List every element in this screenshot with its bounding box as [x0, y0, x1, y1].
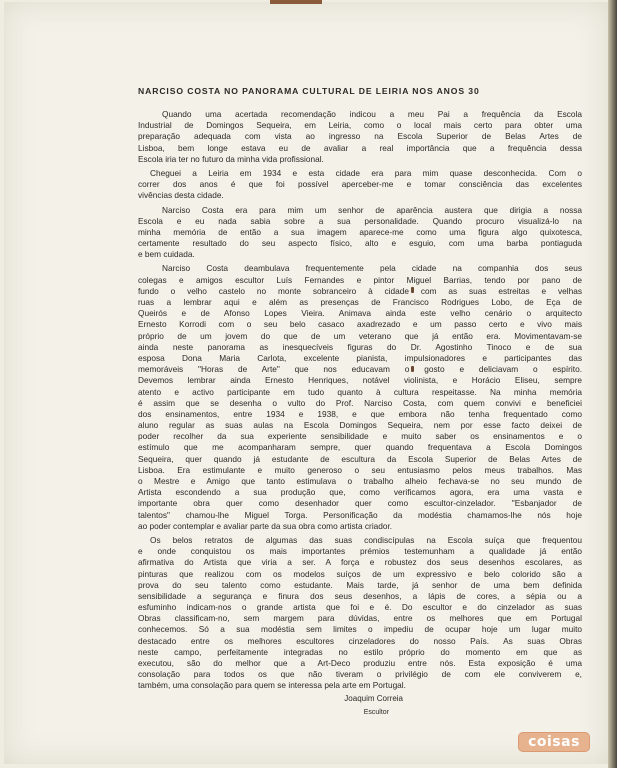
paragraph: [138, 205, 582, 261]
text-line: certamente resultado do seu aspecto físico, alto e esguio, com uma barba pontiaguda: [138, 238, 582, 249]
text-line: Queirós e de Afonso Lopes Vieira. Animava ainda este velho cenário o arquitecto: [138, 308, 582, 319]
text-line: Quando uma acertada recomendação indicou a meu Pai a frequência da Escola: [162, 109, 582, 119]
text-line: ainda neste panorama as inesquecíveis figuras do Dr. Agostinho Tinoco e de sua: [138, 341, 582, 352]
text-line: ruas a lembrar aqui e além as presenças de Francisco Rodrigues Lobo, de Eça de: [138, 297, 582, 307]
article-title: NARCISO COSTA NO PANORAMA CULTURAL DE LEIRIA NOS ANOS 30: [138, 86, 480, 96]
article-body: [138, 109, 582, 692]
text-line: importante obra quer como desenhador quer como escultor-cinzelador. "Esbanjador de: [138, 498, 582, 509]
text-line: ao poder contemplar e avaliar parte da sua obra como artista criador.: [138, 520, 393, 531]
book-binding-edge: [608, 0, 617, 768]
text-line: Obras classificam-no, sem margem para dúvidas, entre os melhores que em Portugal: [138, 613, 582, 624]
signature-role: Escultor: [363, 709, 389, 716]
paragraph: [138, 535, 582, 692]
text-line: preparação adequada com vista ao ingresso na Escola Superior de Belas Artes de: [138, 131, 582, 142]
paragraph: [138, 109, 582, 165]
text-line: o Mestre e Amigo que tanto estimulava o trabalho alheio fechava-se no seu mundo de: [138, 476, 582, 486]
text-line: Narciso Costa era para mim um senhor de aparência austera que dirigia a nossa: [162, 204, 582, 215]
text-line: prova do seu talento como estudante. Mais tarde, já senhor de uma bem definida: [138, 579, 582, 590]
text-line: sensibilidade a segurança e finura dos seus desenhos, a lápis de cores, a sépia ou a: [138, 590, 582, 601]
paragraph: [138, 168, 582, 202]
text-line: Narciso Costa deambulava frequentemente pela cidade na companhia dos seus: [162, 263, 582, 274]
text-line: minha memória de então a sua imagem aparece-me como uma figura algo quixotesca,: [138, 226, 582, 237]
text-line: memoráveis "Horas de Arte" que nos educavam o gosto e deliciavam o espírito.: [138, 364, 582, 375]
text-line: é assim que se desenha o vulto do Prof. Narciso Costa, com quem convivi e beneficiei: [138, 397, 582, 408]
text-line: esposa Dona Maria Carlota, excelente pianista, impulsionadores e participantes das: [138, 352, 582, 363]
text-line: atento e activo participante em tudo quanto à cultura respeitasse. Na minha memória: [138, 386, 582, 397]
text-line: destacado entre os melhores escultores cinzeladores do nosso País. As suas Obras: [138, 635, 582, 646]
text-line: Sequeira, quer quando já estudante de escultura da Escola Superior de Belas Artes de: [138, 453, 582, 464]
top-bookmark-tab: [270, 0, 322, 4]
text-line: consolação para todos os que não tiveram o privilégio de com ele conviverem e,: [138, 669, 582, 680]
text-line: neste campo, perfeitamente integradas no estilo próprio do momento em que as: [138, 646, 582, 657]
text-line: Cheguei a Leiria em 1934 e esta cidade era para mim quase desconhecida. Com o: [150, 167, 582, 178]
text-line: Lisboa. Era estimulante e muito generoso o seu entusiasmo pelos meus trabalhos. Mas: [138, 464, 582, 475]
text-line: Ernesto Korrodi com o seu belo casaco axadrezado e um passo certo e vivo mais: [138, 319, 582, 330]
text-line: esfuminho indicam-nos o grande artista que foi e é. Do escultor e do cinzelador as suas: [138, 602, 582, 613]
signature-name: Joaquim Correia: [344, 694, 403, 703]
text-line: correr dos anos é que foi possível aperceber-me e tomar consciência das excelentes: [138, 179, 582, 190]
text-line: e bem cuidada.: [138, 249, 195, 260]
text-line: Devemos lembrar ainda Ernesto Henriques, notável violinista, e Horácio Eliseu, sempre: [138, 375, 582, 386]
watermark-logo: coisas: [518, 732, 590, 752]
text-line: Escola e eu nada sabia sobre a sua personalidade. Quando procuro visualizá-lo na: [138, 215, 582, 226]
text-line: próprio de um jovem do que de um veterano que já então era. Movimentavam-se: [138, 330, 582, 341]
text-line: também, uma consolação para quem se interessa pela arte em Portugal.: [138, 680, 406, 691]
text-line: fundo o velho castelo no monte sobranceiro à cidade com as suas estreitas e velhas: [138, 285, 582, 296]
text-line: Os belos retratos de algumas das suas condiscípulas na Escola suíça que frequentou: [150, 534, 582, 545]
text-line: vivências desta cidade.: [138, 190, 224, 201]
text-line: talentos" chamou-lhe Miguel Torga. Personificação da modéstia chamamos-lhe nós hoje: [138, 509, 582, 520]
paragraph: [138, 263, 582, 532]
text-line: afirmativa do Artista que viria a ser. A força e robustez dos seus desenhos escolares, as: [138, 557, 582, 568]
text-line: poder recolher da sua experiente sensibilidade e muito saber os ensinamentos e o: [138, 431, 582, 442]
text-line: aluno regular as suas aulas na Escola Domingos Sequeira, nem por esse facto deixei de: [138, 420, 582, 431]
text-line: pinturas que realizou com os modelos suíços de um expressivo e belo colorido são a: [138, 568, 582, 579]
text-line: Industrial de Domingos Sequeira, em Leiria, como o local mais certo para obter uma: [138, 120, 582, 131]
text-line: executou, são do melhor que a Art-Deco produziu entre nós. Esta exposição é uma: [138, 658, 582, 668]
text-line: estímulo que me acompanharam sempre, quer quando frequentava a Escola Domingos: [138, 442, 582, 453]
text-line: conhecemos. Só a sua modéstia sem limites o impediu de ocupar hoje um lugar muito: [138, 624, 582, 635]
text-line: Lisboa, bem longe estava eu de avaliar a real importância que a frequência dessa: [138, 142, 582, 153]
text-line: e onde conquistou os mais importantes prémios testemunham a qualidade já então: [138, 546, 582, 557]
text-line: Artista escondendo a sua produção que, como verificamos agora, era uma vasta e: [138, 487, 582, 498]
text-line: Escola iria ter no futuro da minha vida profissional.: [138, 153, 324, 164]
text-line: colegas e amigos escultor Luís Fernandes e pintor Miguel Barrias, tendo por pano de: [138, 274, 582, 285]
text-line: dos ensinamentos, entre 1934 e 1938, e que embora não tenha frequentado como: [138, 408, 582, 419]
